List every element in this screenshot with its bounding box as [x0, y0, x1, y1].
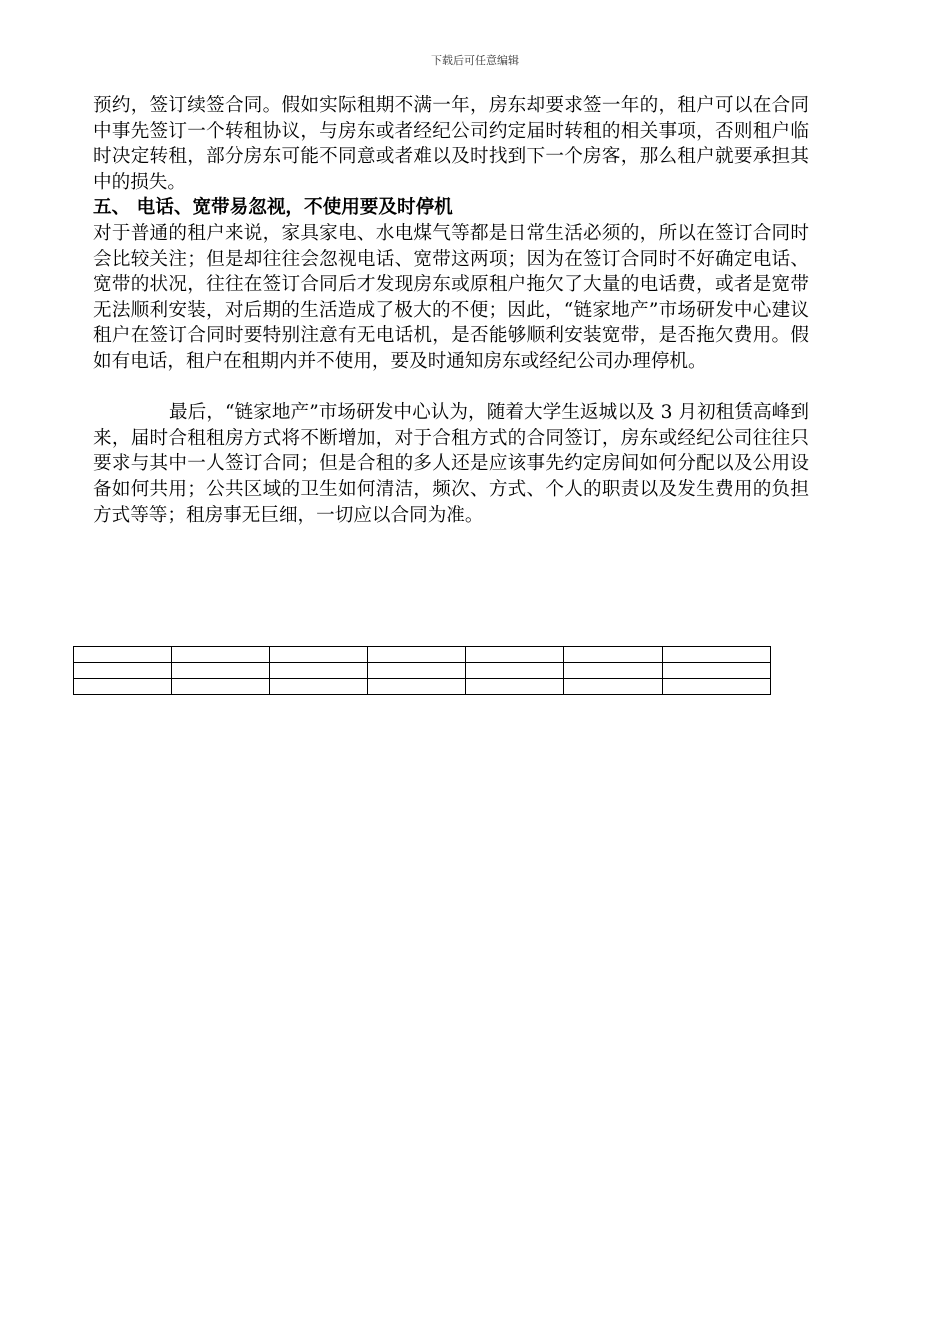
page-header: 下载后可任意编辑 — [431, 54, 519, 67]
document-body — [93, 93, 809, 528]
paragraph-phone-broadband: 对于普通的租户来说，家具家电、水电煤气等都是日常生活必须的，所以在签订合同时会比较关注；但是却往往会忽视电话、宽带这两项；因为在签订合同时不好确定电话、宽带的状况，往往在签订合同后才发现房东或原租户拖欠了大量的电话费，或者是宽带无法顺利安装，对后期的生活造成了极大的不便；因此，“链家地产”市场研发中心建议租户在签订合同时要特别注意有无电话机，是否能够顺利安装宽带，是否拖欠费用。假如有电话，租户在租期内并不使用，要及时通知房东或经纪公司办理停机。 — [93, 222, 809, 372]
table-cell — [74, 679, 172, 695]
table-cell — [466, 663, 564, 679]
table-row — [74, 647, 771, 663]
table-cell — [466, 679, 564, 695]
table-cell — [74, 647, 172, 663]
table-cell — [172, 679, 270, 695]
section-heading-phone-broadband: 五、 电话、宽带易忽视，不使用要及时停机 — [93, 197, 453, 219]
table-cell — [368, 679, 466, 695]
table-cell — [564, 679, 663, 695]
table-cell — [663, 663, 771, 679]
table-cell — [270, 663, 368, 679]
table-cell — [172, 663, 270, 679]
table-cell — [663, 679, 771, 695]
table-row — [74, 663, 771, 679]
table-cell — [466, 647, 564, 663]
table-cell — [270, 679, 368, 695]
table-cell — [663, 647, 771, 663]
table-cell — [270, 647, 368, 663]
table-cell — [172, 647, 270, 663]
paragraph-spacer — [93, 375, 809, 401]
empty-table — [73, 646, 771, 695]
table-cell — [74, 663, 172, 679]
table-cell — [368, 663, 466, 679]
paragraph-sublease: 预约，签订续签合同。假如实际租期不满一年，房东却要求签一年的，租户可以在合同中事先签订一个转租协议，与房东或者经纪公司约定届时转租的相关事项，否则租户临时决定转租，部分房东可能不同意或者难以及时找到下一个房客，那么租户就要承担其中的损失。 — [93, 95, 809, 193]
table-cell — [564, 663, 663, 679]
table-cell — [368, 647, 466, 663]
paragraph-conclusion: 最后，“链家地产”市场研发中心认为，随着大学生返城以及 3 月初租赁高峰到来，届时合租租房方式将不断增加，对于合租方式的合同签订，房东或经纪公司往往只要求与其中一人签订合同；但是合租的多人还是应该事先约定房间如何分配以及公用设备如何共用；公共区域的卫生如何清洁，频次、方式、个人的职责以及发生费用的负担方式等等；租房事无巨细，一切应以合同为准。 — [93, 402, 809, 526]
table-cell — [564, 647, 663, 663]
table-row — [74, 679, 771, 695]
